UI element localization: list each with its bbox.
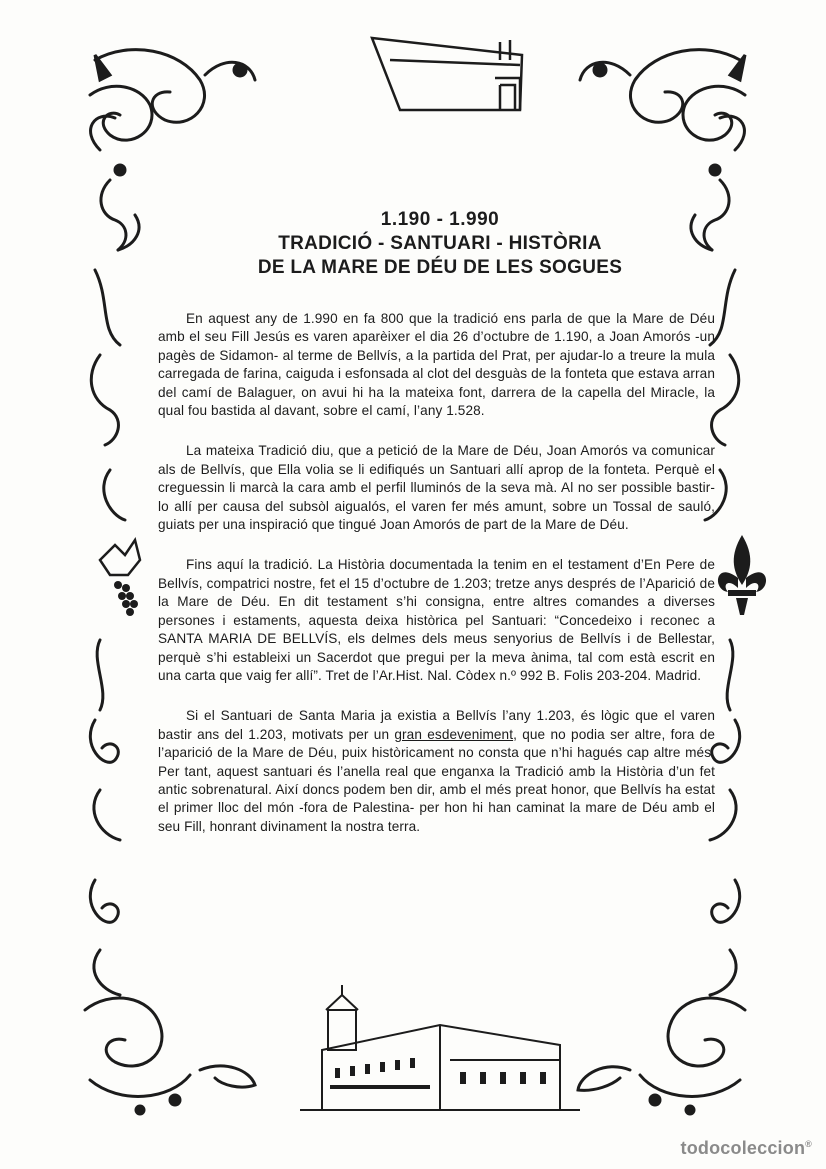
paragraph-1: En aquest any de 1.990 en fa 800 que la tradició ens parla de que la Mare de Déu amb el seu Fill Jesús es varen aparèixer el dia 26 d’octubre de 1.190, a Joan Amorós -un pagès de Sidamon- al terme de Bellvís, a la partida del Prat, per ajudar-lo a treure la mula carregada de farina, caiguda i esfonsada al clot del desguàs de la fonteta que estava arran del camí de Balaguer, on avui hi ha la mateixa font, darrera de la capella del Miracle, la qual fou bastida al davant, sobre el camí, l’any 1.528. <box>158 311 715 419</box>
paragraph-4 <box>158 707 715 836</box>
paragraph-4-before: Si el Santuari de Santa Maria ja existia a Bellvís l’any 1.203, és lògic que el varen bastir ans del 1.203, motivats per un <box>158 708 715 742</box>
corner-scroll-bottom-left <box>85 998 255 1114</box>
underlined-phrase: gran esdeveniment <box>394 726 514 742</box>
corner-scroll-top-left <box>90 50 255 175</box>
watermark-mark: ® <box>805 1139 812 1149</box>
watermark-text: todocoleccion <box>680 1138 806 1158</box>
fleur-de-lis-icon <box>718 535 766 615</box>
ship-illustration <box>372 38 522 110</box>
grape-vine-icon <box>100 540 140 616</box>
title-line-2: DE LA MARE DE DÉU DE LES SOGUES <box>257 257 623 278</box>
paragraph-4-after: , que no podia ser altre, fora de l’aparició de la Mare de Déu, puix històricament no consta que n’hi hagués cap altre més. Per tant, aquest santuari és l’anella real que enganxa la Tradició amb la Història d’un fet antic sobrenatural. Així doncs podem ben dir, amb el més preat honor, que Bellvís ha estat el primer lloc del món -fora de Palestina- per hon hi han caminat la mare de Déu amb el seu Fill, honrant divinament la nostra terra. <box>158 726 715 834</box>
paragraph-3: Fins aquí la tradició. La Història documentada la tenim en el testament d’En Pere de Bellvís, compatrici nostre, fet el 15 d’octubre de 1.203; tretze anys després de l’Aparició de la Mare de Déu. En dit testament s’hi consigna, entre altres comandes a diverses persones i estaments, aquesta deixa històrica pel Santuari: “Concedeixo i reconec a SANTA MARIA DE BELLVÍS, els delmes dels meus senyorius de Bellvís i de Bellestar, perquè s’hi estableixi un Sacerdot que pregui per la meva ànima, tal com està escrit en una carta que vaig fer allí”. Tret de l’Ar.Hist. Nal. Còdex n.º 992 B. Folis 203-204. Madrid. <box>158 557 715 683</box>
paragraph-2: La mateixa Tradició diu, que a petició de la Mare de Déu, Joan Amorós va comunicar als de Bellvís, que Ella volia se li edifiqués un Santuari allí aprop de la fonteta. Perquè el creguessin li marcà la cara amb el perfil lluminós de la seva mà. Al no ser possible bastir-lo allí per causa del subsòl aigualós, el varen fer més amunt, sobre un Tossal de sauló, guiats per una inspiració que tingué Joan Amorós de part de la Mare de Déu. <box>158 443 715 533</box>
corner-scroll-top-right <box>580 50 745 175</box>
corner-scroll-bottom-right <box>578 998 745 1114</box>
title-line-1: TRADICIÓ - SANTUARI - HISTÒRIA <box>278 233 602 254</box>
title-block <box>150 208 730 280</box>
body-text <box>158 310 715 858</box>
years-heading: 1.190 - 1.990 <box>380 209 500 230</box>
watermark <box>681 1138 812 1159</box>
sanctuary-illustration <box>300 985 580 1110</box>
left-side-ornaments <box>90 180 139 995</box>
